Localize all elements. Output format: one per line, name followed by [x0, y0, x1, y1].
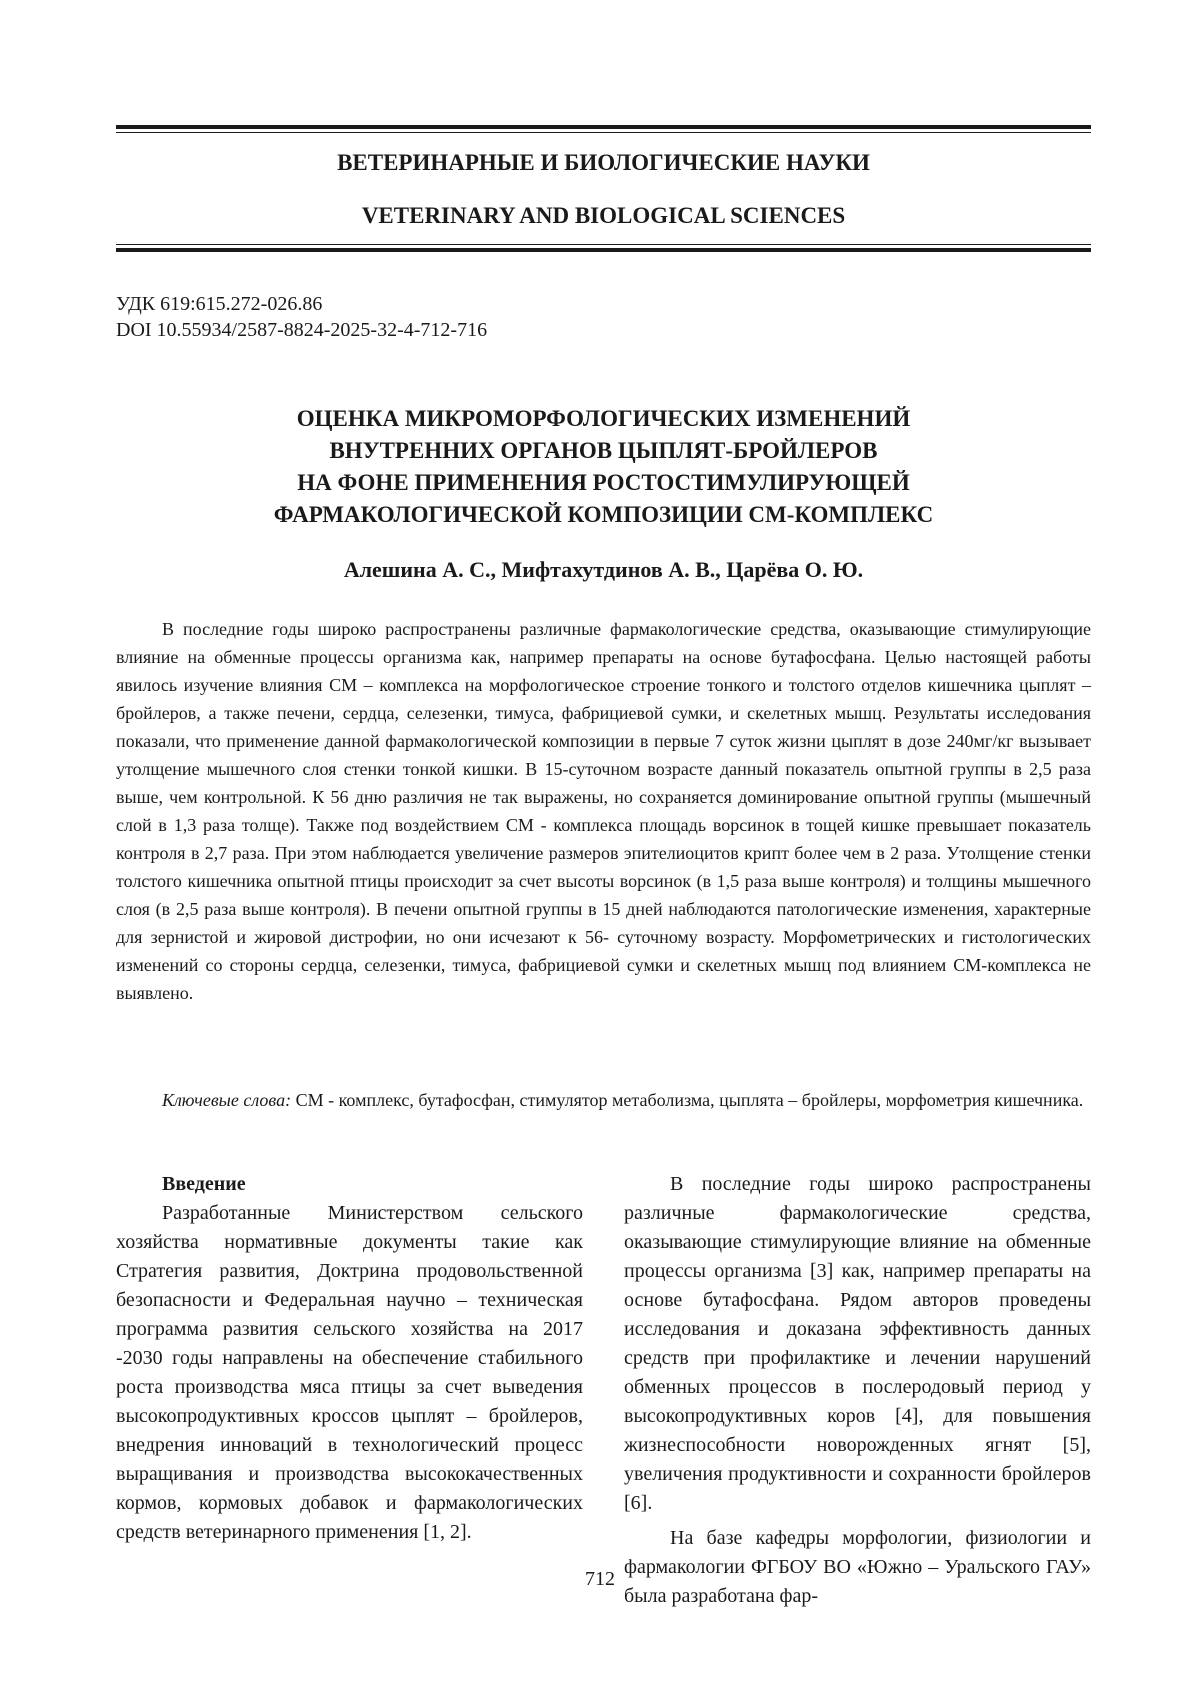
- column-left: [116, 1170, 583, 1547]
- page-number: 712: [585, 1568, 615, 1590]
- article-title: [116, 403, 1091, 531]
- keywords: [116, 1086, 1091, 1114]
- abstract: В последние годы широко распространены различные фармакологические средства, оказывающие стимулирующие влияние на обменные процессы организма как, например препараты на основе бутафосфана. Целью настоящей работы явилось изучение влияния СМ – комплекса на морфологическое строение тонкого и толстого отделов кишечника цыплят – бройлеров, а также печени, сердца, селезенки, тимуса, фабрициевой сумки, и скелетных мышц. Результаты исследования показали, что применение данной фармакологической композиции в первые 7 суток жизни цыплят в дозе 240мг/кг вызывает утолщение мышечного слоя стенки тонкой кишки. В 15-суточном возрасте данный показатель опытной группы в 2,5 раза выше, чем контрольной. К 56 дню различия не так выражены, но сохраняется доминирование опытной группы (мышечный слой в 1,3 раза толще). Также под воздействием СМ - комплекса площадь ворсинок в тощей кишке превышает показатель контроля в 2,7 раза. При этом наблюдается увеличение размеров эпителиоцитов крипт более чем в 2 раза. Утолщение стенки толстого кишечника опытной птицы происходит за счет высоты ворсинок (в 1,5 раза выше контроля) и толщины мышечного слоя (в 2,5 раза выше контроля). В печени опытной группы в 15 дней наблюдаются патологические изменения, характерные для зернистой и жировой дистрофии, но они исчезают к 56- суточному возрасту. Морфометрических и гистологических изменений со стороны сердца, селезенки, тимуса, фабрициевой сумки и скелетных мышц под влиянием СМ-комплекса не выявлено.: [116, 619, 1091, 1003]
- intro-heading: Введение: [162, 1173, 246, 1195]
- keywords-text: СМ - комплекс, бутафосфан, стимулятор метаболизма, цыплята – бройлеры, морфометрия кишечника.: [295, 1090, 1084, 1110]
- authors: Алешина А. С., Мифтахутдинов А. В., Царёва О. Ю.: [343, 557, 864, 582]
- section-title-ru: ВЕТЕРИНАРНЫЕ И БИОЛОГИЧЕСКИЕ НАУКИ: [337, 150, 870, 175]
- title-line: ОЦЕНКА МИКРОМОРФОЛОГИЧЕСКИХ ИЗМЕНЕНИЙ: [296, 406, 911, 431]
- title-line: ВНУТРЕННИХ ОРГАНОВ ЦЫПЛЯТ-БРОЙЛЕРОВ: [329, 438, 878, 463]
- intro-paragraph: На базе кафедры морфологии, физиологии и фармакологии ФГБОУ ВО «Южно – Уральского ГАУ» была разработана фар-: [624, 1527, 1091, 1607]
- intro-paragraph: В последние годы широко распространены различные фармакологические средства, оказывающие стимулирующие влияние на обменные процессы организма [3] как, например препараты на основе бутафосфана. Рядом авторов проведены исследования и доказана эффективность данных средств при профилактике и лечении нарушений обменных процессов в послеродовый период у высокопродуктивных коров [4], для повышения жизнеспособности новорожденных ягнят [5], увеличения продуктивности и сохранности бройлеров [6].: [624, 1173, 1091, 1514]
- section-title-en: VETERINARY AND BIOLOGICAL SCIENCES: [361, 203, 846, 228]
- keywords-label: Ключевые слова:: [162, 1090, 292, 1110]
- header-rule-bottom: [116, 244, 1091, 252]
- header-rule-top: [116, 125, 1091, 133]
- doi: DOI 10.55934/2587-8824-2025-32-4-712-716: [116, 319, 488, 341]
- title-line: НА ФОНЕ ПРИМЕНЕНИЯ РОСТОСТИМУЛИРУЮЩЕЙ: [297, 470, 910, 495]
- column-right: [624, 1170, 1091, 1611]
- title-line: ФАРМАКОЛОГИЧЕСКОЙ КОМПОЗИЦИИ СМ-КОМПЛЕКС: [273, 502, 934, 527]
- udk-code: УДК 619:615.272-026.86: [116, 293, 323, 315]
- intro-paragraph: Разработанные Министерством сельского хозяйства нормативные документы такие как Стратегия развития, Доктрина продовольственной безопасности и Федеральная научно – техническая программа развития сельского хозяйства на 2017 -2030 годы направлены на обеспечение стабильного роста производства мяса птицы за счет выведения высокопродуктивных кроссов цыплят – бройлеров, внедрения инноваций в технологический процесс выращивания и производства высококачественных кормов, кормовых добавок и фармакологических средств ветеринарного применения [1, 2].: [116, 1202, 583, 1543]
